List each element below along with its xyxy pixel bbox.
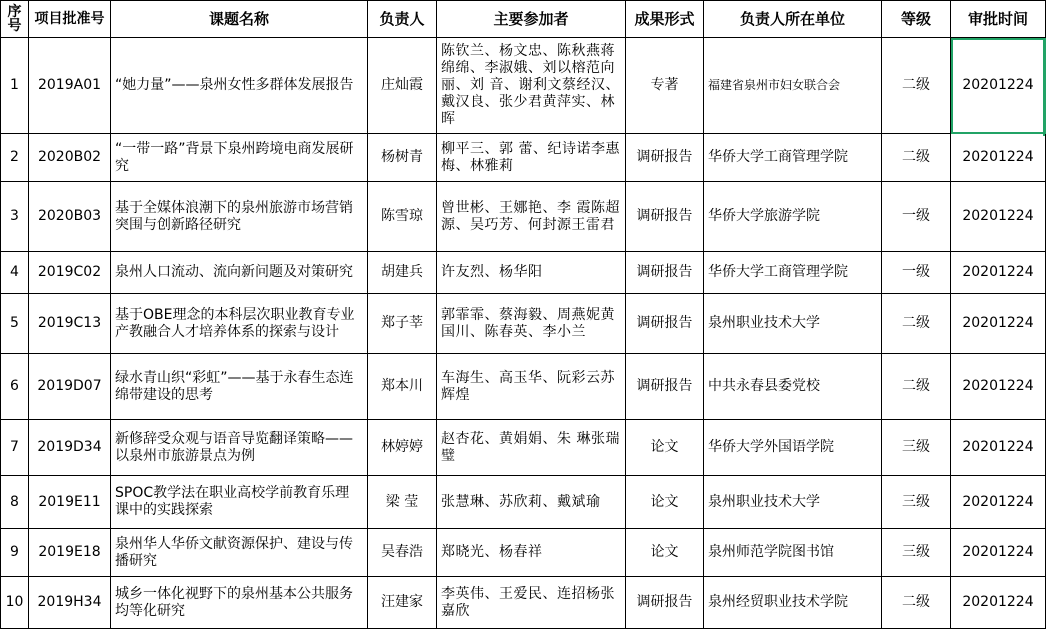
cell-code[interactable]: 2019H34 [29,577,111,629]
table-row [1,420,1046,476]
cell-grade[interactable]: 二级 [882,354,951,420]
cell-seq[interactable]: 2 [1,134,29,182]
header-seq[interactable]: 序号 [1,1,29,38]
cell-grade[interactable]: 三级 [882,529,951,577]
cell-code[interactable]: 2019E18 [29,529,111,577]
header-row [1,1,1046,38]
cell-form[interactable]: 论文 [626,529,704,577]
cell-date[interactable]: 20201224 [951,577,1046,629]
cell-code[interactable]: 2019E11 [29,476,111,529]
cell-participants[interactable]: 赵杏花、黄娟娟、朱 琳张瑞璧 [437,420,626,476]
cell-title[interactable]: 基于全媒体浪潮下的泉州旅游市场营销突围与创新路径研究 [111,182,368,252]
cell-unit[interactable]: 泉州师范学院图书馆 [704,529,882,577]
cell-grade[interactable]: 一级 [882,252,951,294]
cell-unit[interactable]: 华侨大学旅游学院 [704,182,882,252]
cell-form[interactable]: 调研报告 [626,354,704,420]
cell-form[interactable]: 调研报告 [626,134,704,182]
cell-leader[interactable]: 庄灿霞 [368,38,437,134]
cell-title[interactable]: 新修辞受众观与语音导览翻译策略——以泉州市旅游景点为例 [111,420,368,476]
cell-form[interactable]: 调研报告 [626,252,704,294]
cell-seq[interactable]: 6 [1,354,29,420]
cell-date[interactable]: 20201224 [951,134,1046,182]
cell-unit[interactable]: 福建省泉州市妇女联合会 [704,38,882,134]
cell-code[interactable]: 2020B02 [29,134,111,182]
header-unit[interactable]: 负责人所在单位 [704,1,882,38]
cell-seq[interactable]: 7 [1,420,29,476]
header-participants[interactable]: 主要参加者 [437,1,626,38]
cell-date[interactable]: 20201224 [951,294,1046,354]
cell-participants[interactable]: 陈钦兰、杨文忠、陈秋燕蒋绵绵、李淑娥、刘以榕范向丽、刘 音、谢利文蔡经汉、戴汉良、张少君黄萍实、林 晖 [437,38,626,134]
cell-grade[interactable]: 三级 [882,476,951,529]
table-row [1,577,1046,629]
cell-date[interactable]: 20201224 [951,476,1046,529]
table-row [1,294,1046,354]
cell-participants[interactable]: 郭霏霏、蔡海毅、周燕妮黄国川、陈春英、李小兰 [437,294,626,354]
cell-participants[interactable]: 张慧琳、苏欣莉、戴斌瑜 [437,476,626,529]
cell-unit[interactable]: 华侨大学外国语学院 [704,420,882,476]
cell-seq[interactable]: 3 [1,182,29,252]
cell-grade[interactable]: 二级 [882,38,951,134]
cell-date[interactable]: 20201224 [951,420,1046,476]
cell-leader[interactable]: 林婷婷 [368,420,437,476]
cell-seq[interactable]: 9 [1,529,29,577]
cell-grade[interactable]: 二级 [882,294,951,354]
cell-leader[interactable]: 梁 莹 [368,476,437,529]
cell-date[interactable]: 20201224 [951,529,1046,577]
cell-grade[interactable]: 一级 [882,182,951,252]
table-row [1,252,1046,294]
cell-title[interactable]: “她力量”——泉州女性多群体发展报告 [111,38,368,134]
cell-title[interactable]: “一带一路”背景下泉州跨境电商发展研究 [111,134,368,182]
cell-code[interactable]: 2019C13 [29,294,111,354]
cell-leader[interactable]: 汪建家 [368,577,437,629]
selection-indicator [1043,40,1045,136]
header-date[interactable]: 审批时间 [951,1,1046,38]
cell-leader[interactable]: 胡建兵 [368,252,437,294]
cell-title[interactable]: 基于OBE理念的本科层次职业教育专业产教融合人才培养体系的探索与设计 [111,294,368,354]
table-row [1,38,1046,134]
header-form[interactable]: 成果形式 [626,1,704,38]
cell-form[interactable]: 论文 [626,420,704,476]
cell-form[interactable]: 调研报告 [626,182,704,252]
cell-participants[interactable]: 柳平三、郭 蕾、纪诗诺李惠梅、林雅莉 [437,134,626,182]
header-leader[interactable]: 负责人 [368,1,437,38]
cell-code[interactable]: 2019D07 [29,354,111,420]
cell-participants[interactable]: 许友烈、杨华阳 [437,252,626,294]
cell-seq[interactable]: 8 [1,476,29,529]
cell-code[interactable]: 2020B03 [29,182,111,252]
cell-unit[interactable]: 华侨大学工商管理学院 [704,252,882,294]
table-row [1,134,1046,182]
cell-participants[interactable]: 车海生、高玉华、阮彩云苏辉煌 [437,354,626,420]
cell-leader[interactable]: 吴春浩 [368,529,437,577]
cell-date[interactable]: 20201224 [951,38,1046,134]
table-row [1,354,1046,420]
cell-unit[interactable]: 泉州职业技术大学 [704,294,882,354]
cell-date[interactable]: 20201224 [951,354,1046,420]
cell-title[interactable]: 泉州人口流动、流向新问题及对策研究 [111,252,368,294]
cell-title[interactable]: 城乡一体化视野下的泉州基本公共服务均等化研究 [111,577,368,629]
cell-participants[interactable]: 李英伟、王爱民、连招杨张嘉欣 [437,577,626,629]
cell-participants[interactable]: 郑晓光、杨春祥 [437,529,626,577]
cell-code[interactable]: 2019A01 [29,38,111,134]
cell-title[interactable]: 绿水青山织“彩虹”——基于永春生态连绵带建设的思考 [111,354,368,420]
cell-leader[interactable]: 郑本川 [368,354,437,420]
cell-code[interactable]: 2019D34 [29,420,111,476]
cell-grade[interactable]: 二级 [882,134,951,182]
table-row [1,529,1046,577]
cell-seq[interactable]: 1 [1,38,29,134]
cell-unit[interactable]: 中共永春县委党校 [704,354,882,420]
header-code[interactable]: 项目批准号 [29,1,111,38]
header-grade[interactable]: 等级 [882,1,951,38]
cell-unit[interactable]: 泉州经贸职业技术学院 [704,577,882,629]
header-title[interactable]: 课题名称 [111,1,368,38]
cell-leader[interactable]: 郑子莘 [368,294,437,354]
cell-form[interactable]: 调研报告 [626,294,704,354]
cell-title[interactable]: 泉州华人华侨文献资源保护、建设与传播研究 [111,529,368,577]
cell-leader[interactable]: 陈雪琼 [368,182,437,252]
cell-grade[interactable]: 二级 [882,577,951,629]
cell-form[interactable]: 调研报告 [626,577,704,629]
cell-seq[interactable]: 5 [1,294,29,354]
cell-date[interactable]: 20201224 [951,182,1046,252]
cell-date[interactable]: 20201224 [951,252,1046,294]
cell-seq[interactable]: 4 [1,252,29,294]
cell-title[interactable]: SPOC教学法在职业高校学前教育乐理课中的实践探索 [111,476,368,529]
cell-unit[interactable]: 华侨大学工商管理学院 [704,134,882,182]
cell-form[interactable]: 论文 [626,476,704,529]
table-row [1,182,1046,252]
table-row [1,476,1046,529]
cell-seq[interactable]: 10 [1,577,29,629]
cell-code[interactable]: 2019C02 [29,252,111,294]
cell-unit[interactable]: 泉州职业技术大学 [704,476,882,529]
cell-grade[interactable]: 三级 [882,420,951,476]
cell-participants[interactable]: 曾世彬、王娜艳、李 霞陈超源、吴巧芳、何封源王雷君 [437,182,626,252]
cell-form[interactable]: 专著 [626,38,704,134]
cell-leader[interactable]: 杨树青 [368,134,437,182]
